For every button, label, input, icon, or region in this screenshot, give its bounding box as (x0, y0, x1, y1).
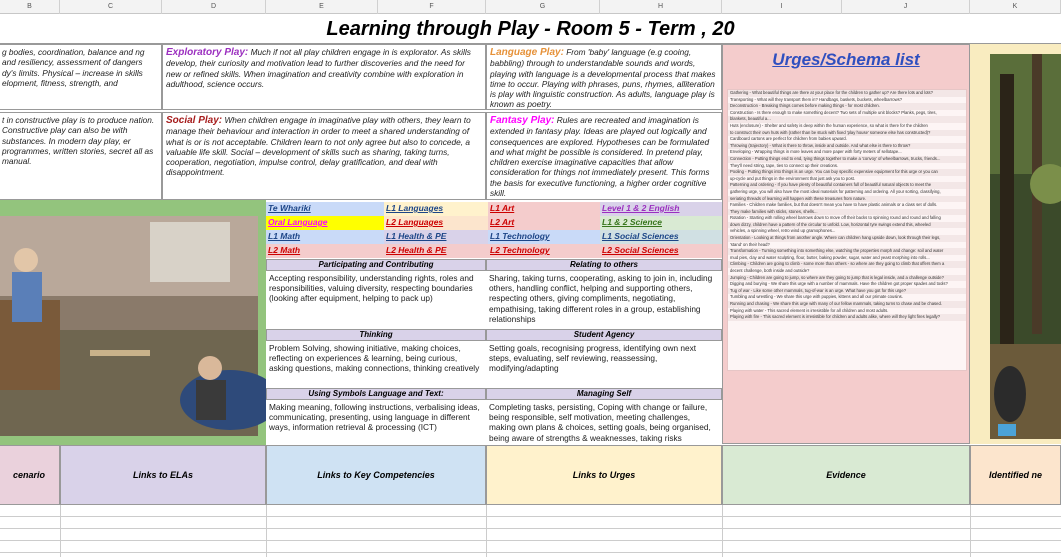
link-l1-health-pe[interactable]: L1 Health & PE (384, 230, 488, 244)
urge-list-item: Tug of war - Like some other mammals, tug-of-war is an urge. What have you got for this urge? (728, 288, 966, 295)
urge-list-item: vehicles, a spinning wheel, retro wind up gramophones... (730, 228, 836, 234)
urge-list-item: Transporting - What will they transport them in? Handbags, baskets, buckets, wheelbarrows? (730, 96, 903, 102)
column-header-j[interactable]: J (842, 0, 970, 14)
urge-list-item: Enveloping - Wrapping things in more leaves and more paper with forty meters of sellotape... (730, 149, 902, 155)
link-level-1-2-english[interactable]: Level 1 & 2 English (600, 202, 722, 216)
empty-row[interactable] (0, 505, 1061, 517)
link-l1-social-sciences[interactable]: L1 Social Sciences (600, 230, 722, 244)
empty-row[interactable] (0, 517, 1061, 529)
urge-list-item: Climbing - Children are going to climb - some more than others - so where are they going to climb that offers them a (728, 261, 966, 268)
urge-list-item: Construction - Is there enough to make something decent? Two sets of multiple unit blocks? Planks, pegs, tires, (730, 109, 937, 115)
language-play-text: From 'baby' language (e.g cooing, babbling) through to understandable sounds and words, playing with language is a developmental process that makes time to occur. Playing with phrases, puns, rhymes, alliteration is play with linguistic construction. As adults, language play is known as poetry. (490, 47, 716, 110)
constructive-play-text: t in constructive play is to produce nation. Constructive play can also be with substances. In modern day play, er programmes, written stories, secret all as manual. (2, 115, 155, 167)
urge-list-item: Patterning and ordering - If you have plenty of beautiful containers full of beautiful natural objects to meet the (728, 182, 966, 189)
fantasy-play-cell[interactable] (486, 112, 722, 200)
social-play-text: When children engage in imaginative play with others, they learn to manage their behaviour and interaction in order to meet a shared understanding of what is or is not acceptable. Children learn to not only agree but also to concede, a valuable life skill. Social – development of skills such as sharing, taking turns, cooperation, negotiation, impulse control, delay gratification, and deal with disappointment. (166, 115, 471, 178)
column-header-b[interactable]: B (0, 0, 60, 14)
constructive-play-cell[interactable] (0, 112, 162, 200)
urge-list-item: Jumping - Children are going to jump, so where are they going to jump that is legal inside, and a challenge outside? (728, 275, 966, 282)
urge-list-item: Huts (enclosure) - Shelter and safety is deep within the human experience, so what is there for the children (730, 122, 928, 128)
link-l2-social-sciences[interactable]: L2 Social Sciences (600, 244, 722, 258)
photo-frame-left (0, 200, 266, 445)
footer-urges-header[interactable]: Links to Urges (486, 445, 722, 505)
urge-list-item: They make families with sticks, stones, shells... (728, 209, 966, 216)
link-l2-languages[interactable]: L2 Languages (384, 216, 488, 230)
link-l1-languages[interactable]: L1 Languages (384, 202, 488, 216)
column-header-h[interactable]: H (600, 0, 722, 14)
urge-list-item: 'stand' on their head? (730, 241, 770, 247)
exploratory-play-title: Exploratory Play: (166, 47, 249, 58)
urges-panel (722, 44, 970, 444)
column-header-k[interactable]: K (970, 0, 1061, 14)
urge-list-item: Digging and burying - We share this urge with a number of mammals. Have the children got proper spades and tools? (730, 281, 948, 287)
urge-list-item: decent challenge, both inside and outside? (730, 268, 810, 274)
kc-thinking-text[interactable]: Problem Solving, showing initiative, making choices, reflecting on experiences & learning, being curious, asking questions, making connections, thinking creatively (269, 343, 480, 374)
link-l1-art[interactable]: L1 Art (488, 202, 600, 216)
footer-elas-header[interactable]: Links to ELAs (60, 445, 266, 505)
exploratory-play-text: Much if not all play children engage in is explorator. As skills develop, their curiosity and motivation lead to further discoveries and the need for new or refined skills. When imagination and creativity combine with exploration in adulthood, science occurs. (166, 47, 471, 89)
urges-title[interactable]: Urges/Schema list (772, 50, 920, 69)
grid-divider (60, 505, 61, 557)
fantasy-play-title: Fantasy Play: (490, 115, 555, 126)
urge-list-item: Deconstruction - Breaking things comes before making things - for most children. (728, 103, 966, 110)
kc-relating-text[interactable]: Sharing, taking turns, cooperating, asking to join in, including others, handling conflict, helping and supporting others, respecting others, giving compliments, negotiating, empathising, taking different roles in a group, establishing relationships (489, 273, 713, 324)
link-oral-language[interactable]: Oral Language (266, 216, 384, 230)
exploratory-play-cell[interactable] (162, 44, 486, 110)
kc-participating-title: Participating and Contributing (266, 259, 486, 271)
kc-managing-self-title: Managing Self (486, 388, 722, 400)
photo-frame-right (970, 44, 1061, 444)
urge-list-item: Connection - Putting things end to end, tying things together to make a 'convoy' of wheelbarrows, trucks, friends... (728, 156, 966, 163)
link-l1-math[interactable]: L1 Math (266, 230, 384, 244)
links-grid (266, 202, 722, 258)
grid-divider (722, 505, 723, 557)
urge-list-item: Cardboard cartons are perfect for children from babies upward. (730, 136, 847, 142)
link-l2-health-pe[interactable]: L2 Health & PE (384, 244, 488, 258)
column-header-f[interactable]: F (378, 0, 486, 14)
link-l1-technology[interactable]: L1 Technology (488, 230, 600, 244)
grid-divider (266, 505, 267, 557)
urge-list-item: Transformation - Turning something into something else, watching the properties morph and change: soil and water (728, 248, 966, 255)
urge-list-item: Playing with fire - This sacred element is irresistible for children and adults alike, where will they light fires legally? (728, 314, 966, 321)
urge-list-item: blankets, beautiful a... (728, 116, 966, 123)
classroom-photo (0, 200, 266, 445)
physical-play-cell[interactable] (0, 44, 162, 110)
grid-divider (486, 505, 487, 557)
urge-list-item: Pooling - Putting things into things is an urge. You can buy specific expensive equipment for this urge or you can (728, 169, 966, 176)
urge-list-item: mud pies, clay and water sculpting, flour, butter, baking powder, sugar, water and yeast morphing into rolls... (730, 254, 930, 260)
physical-play-text: g bodies, coordination, balance and ng and resiliency, assessment of dangers dy's limits. Physical – increase in skills elopment, fitness, strength, and (2, 47, 145, 88)
grid-divider (970, 505, 971, 557)
kc-managing-self-text[interactable]: Completing tasks, persisting, Coping with change or failure, being responsible, self motivation, meeting challenges, making own plans & choices, setting goals, being organised, being aware of strengths & weaknesses, taking risks (489, 402, 711, 443)
urge-list-item: Rotation - Starting with rolling wheel barrows down to move off their backs to spinning round and round and falling (730, 215, 941, 221)
footer-scenario-header[interactable]: cenario (0, 445, 60, 505)
social-play-title: Social Play: (166, 115, 223, 126)
column-header-row (0, 0, 1061, 14)
urges-list (728, 90, 966, 321)
page-title: Learning through Play - Room 5 - Term , 20 (0, 14, 1061, 44)
urge-list-item: Orientation - Looking at things from another angle. Where can children hang upside down, look through their legs, (728, 235, 966, 242)
kc-student-agency-title: Student Agency (486, 329, 722, 341)
urge-list-item: Tumbling and wrestling - We share this urge with puppies, kittens and all our primate cousins. (730, 294, 903, 300)
column-header-i[interactable]: I (722, 0, 842, 14)
urge-list-item: Playing with water - This sacred element is irresistible for all children and most adults. (730, 307, 889, 313)
language-play-title: Language Play: (490, 47, 564, 58)
urge-list-item: Throwing (trajectory) - What is there to throw, inside and outside. And what else is there to throw? (728, 143, 966, 150)
kc-symbols-title: Using Symbols Language and Text: (266, 388, 486, 400)
fantasy-play-text: Rules are recreated and imagination is extended in fantasy play. Ideas are played out logically and consequences are explored. Hypotheses can be formulated and what might be possible is considered. In pretend play, children exercise imaginative capacities that allow consideration for things not immediately present. This forms the basis for executive functioning, a higher order cognitive skill. (490, 115, 710, 199)
urge-list-item: gathering urge, you will also have the most ideal materials for patterning and ordering. All your sorting, classifying, (730, 188, 941, 194)
forest-photo (970, 44, 1061, 444)
link-l2-art[interactable]: L2 Art (488, 216, 600, 230)
urge-list-item: to construct their own huts with (rather than be stuck with fixed 'play house' someone else has constructed)? (728, 130, 966, 137)
empty-row[interactable] (0, 541, 1061, 553)
footer-identified-header[interactable]: Identified ne (970, 445, 1061, 505)
urge-list-item: Running and chasing - We share this urge with many of our fellow mammals, taking turns to chase and be chased. (728, 301, 966, 308)
urges-embedded-list (727, 89, 967, 371)
kc-participating-text[interactable]: Accepting responsibility, understanding rights, roles and responsibilities, valuing diversity, respecting boundaries (looking after equipment, helping to pack up) (269, 273, 474, 304)
link-l1-2-science[interactable]: L1 & 2 Science (600, 216, 722, 230)
column-header-e[interactable]: E (266, 0, 378, 14)
footer-competencies-header[interactable]: Links to Key Competencies (266, 445, 486, 505)
kc-symbols-text[interactable]: Making meaning, following instructions, verbalising ideas, communicating, presenting, using language in different ways, information retrieval & processing (ICT) (269, 402, 480, 433)
urge-list-item: Gathering - What beautiful things are there at your place for the children to gather up? Are there lots and lots? (728, 90, 966, 97)
link-l2-math[interactable]: L2 Math (266, 244, 384, 258)
urge-list-item: down dizzy, children have a pattern of the circular to unfold. Low, horizontal tyre swings extend this, wheeled (728, 222, 966, 229)
column-header-g[interactable]: G (486, 0, 600, 14)
empty-row[interactable] (0, 529, 1061, 541)
social-play-cell[interactable] (162, 112, 486, 200)
footer-evidence-header[interactable]: Evidence (722, 445, 970, 505)
link-te-whariki[interactable]: Te Whariki (266, 202, 384, 216)
column-header-c[interactable]: C (60, 0, 162, 14)
urge-list-item: seriating threads of learning will happen with these treasures from nature. (728, 196, 966, 203)
language-play-cell[interactable] (486, 44, 722, 110)
kc-student-agency-text[interactable]: Setting goals, recognising progress, identifying own next steps, evaluating, self reviewing, reassessing, modifying/adapting (489, 343, 697, 374)
column-header-d[interactable]: D (162, 0, 266, 14)
kc-relating-title: Relating to others (486, 259, 722, 271)
urge-list-item: They'll need string, tape, ties to connect up their creations. (730, 162, 839, 168)
kc-thinking-title: Thinking (266, 329, 486, 341)
urge-list-item: up-cycle and put things in the environment that just ask you to post. (730, 175, 855, 181)
link-l2-technology[interactable]: L2 Technology (488, 244, 600, 258)
urge-list-item: Families - Children make families, but that doesn't mean you have to have plastic animals or a class set of dolls. (730, 202, 938, 208)
